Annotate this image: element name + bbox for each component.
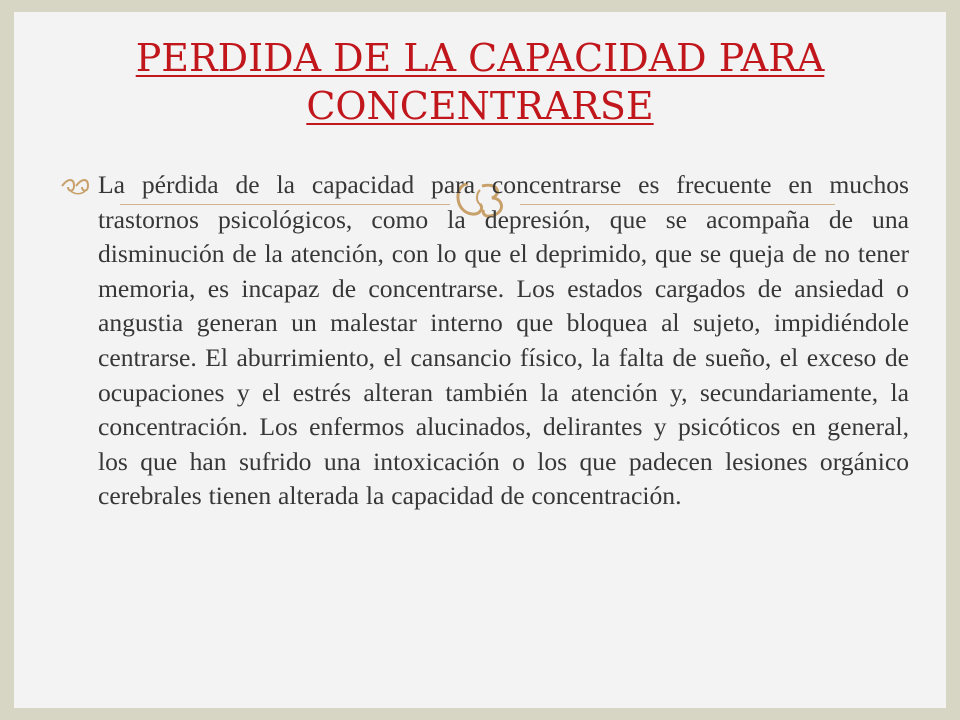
slide-content	[60, 168, 909, 514]
ornamental-bullet-icon	[60, 176, 92, 196]
title-line-1: PERDIDA DE LA CAPACIDAD PARA	[135, 36, 825, 80]
bullet-item	[60, 168, 909, 514]
slide-title	[60, 34, 900, 130]
body-paragraph: La pérdida de la capacidad para concentrarse es frecuente en muchos trastornos psicológicos, como la depresión, que se acompaña de una disminución de la atención, con lo que el deprimido, que se queja de no tener memoria, es incapaz de concentrarse. Los estados cargados de ansiedad o angustia generan un malestar interno que bloquea al sujeto, impidiéndole centrarse. El aburrimiento, el cansancio físico, la falta de sueño, el exceso de ocupaciones y el estrés alteran también la atención y, secundariamente, la concentración. Los enfermos alucinados, delirantes y psicóticos en general, los que han sufrido una intoxicación o los que padecen lesiones orgánico cerebrales tienen alterada la capacidad de concentración.	[98, 170, 909, 511]
title-line-2: CONCENTRARSE	[306, 84, 654, 128]
